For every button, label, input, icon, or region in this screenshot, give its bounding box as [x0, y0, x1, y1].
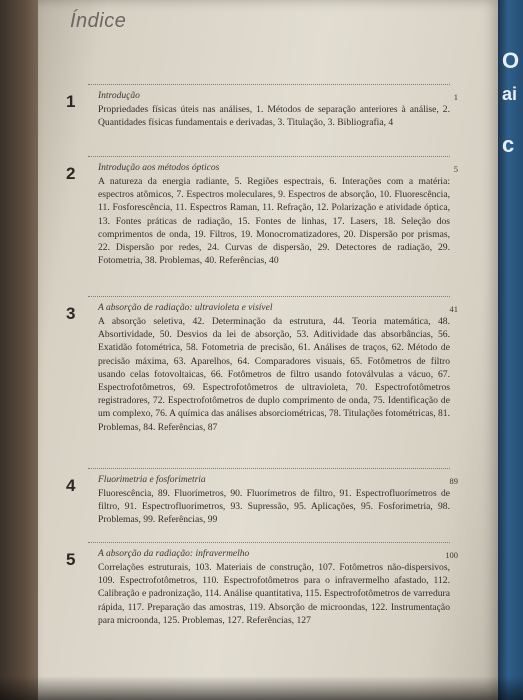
- chapter-entry: [58, 156, 458, 267]
- divider: [88, 296, 450, 297]
- page-shadow: [0, 676, 523, 700]
- chapter-number: 2: [66, 164, 76, 183]
- chapter-page: 89: [449, 476, 458, 486]
- chapter-contents: A natureza da energia radiante, 5. Regiões espectrais, 6. Interações com a matéria: espectros atômicos, 7. Espectros moleculares, 9. Espectros de absorção, 10. Fluorescência, 11. Fosforescência, 11. Espectros Raman, 11. Refração, 12. Polarização e atividade óptica, 13. Fontes práticas de radiação, 15. Fontes de linhas, 17. Lasers, 18. Seleção dos comprimentos de onda, 19. Filtros, 19. Monocromatizadores, 20. Dispersão por prismas, 22. Dispersão por redes, 24. Curvas de dispersão, 29. Detectores de radiação, 29. Fotometria, 38. Problemas, 40. Referências, 40: [98, 176, 450, 267]
- chapter-contents: Fluorescência, 89. Fluorímetros, 90. Fluorímetros de filtro, 91. Espectrofluorímetros de filtro, 91. Espectrofluorímetros, 93. Supressão, 95. Aplicações, 95. Fosforimetria, 98. Problemas, 99. Referências, 99: [98, 488, 450, 526]
- chapter-contents: A absorção seletiva, 42. Determinação da estrutura, 44. Teoria matemática, 48. Absortividade, 50. Desvios da lei de absorção, 53. Aditividade das absorbâncias, 56. Exatidão fotométrica, 58. Fotometria de precisão, 61. Análises de traços, 62. Método de precisão máxima, 63. Aparelhos, 64. Comparadores visuais, 65. Fotômetros de filtro usando celas fotovoltaicas, 66. Fotômetros de filtro usando fotoválvulas a vácuo, 67. Espectrofotômetros, 69. Espectrofotômetros de ultravioleta, 70. Espectrofotômetros registradores, 72. Espectrofotômetros de duplo comprimento de onda, 75. Identificação de um complexo, 76. A química das análises absorciométricas, 78. Titulações fotométricas, 81. Problemas, 84. Referências, 87: [98, 316, 450, 433]
- chapter-number: 3: [66, 304, 76, 323]
- chapter-entry: [58, 296, 458, 434]
- adjacent-book-cover: [498, 0, 523, 700]
- chapter-heading: Introdução aos métodos ópticos: [98, 163, 220, 173]
- chapter-heading: Introdução: [98, 91, 140, 101]
- divider: [88, 542, 450, 543]
- chapter-page: 5: [453, 164, 458, 174]
- book-spine: [0, 0, 40, 700]
- cover-letter: c: [502, 132, 515, 157]
- chapter-heading: A absorção da radiação: infravermelho: [98, 549, 250, 559]
- chapter-entry: [58, 84, 458, 129]
- cover-letter: ai: [502, 84, 518, 104]
- chapter-number: 5: [66, 550, 76, 569]
- chapter-contents: Correlações estruturais, 103. Materiais de construção, 107. Fotômetros não-dispersivos, 109. Espectrofotômetros, 110. Espectrofotômetros para o infravermelho afastado, 112. Calibração e padronização, 114. Análise quantitativa, 115. Espectrofotômetros de varredura rápida, 117. Preparação das amostras, 119. Absorção de microondas, 122. Instrumentação para microonda, 125. Problemas, 127. Referências, 127: [98, 562, 450, 626]
- divider: [88, 156, 450, 157]
- chapter-page: 41: [449, 304, 458, 314]
- chapter-number: 1: [66, 92, 76, 111]
- chapter-number: 4: [66, 476, 76, 495]
- page-title: Índice: [70, 10, 127, 32]
- divider: [88, 468, 450, 469]
- chapter-entry: [58, 542, 458, 627]
- chapter-heading: A absorção de radiação: ultravioleta e visível: [98, 303, 273, 313]
- divider: [88, 84, 450, 85]
- cover-letter: O: [502, 48, 520, 73]
- chapter-heading: Fluorimetria e fosforimetria: [98, 475, 206, 485]
- chapter-entry: [58, 468, 458, 527]
- chapter-contents: Propriedades físicas úteis nas análises, 1. Métodos de separação anteriores à análise, 2. Quantidades físicas fundamentais e derivadas, 3. Titulação, 3. Bibliografia, 4: [98, 104, 450, 129]
- chapter-page: 1: [453, 92, 458, 102]
- chapter-page: 100: [445, 550, 458, 560]
